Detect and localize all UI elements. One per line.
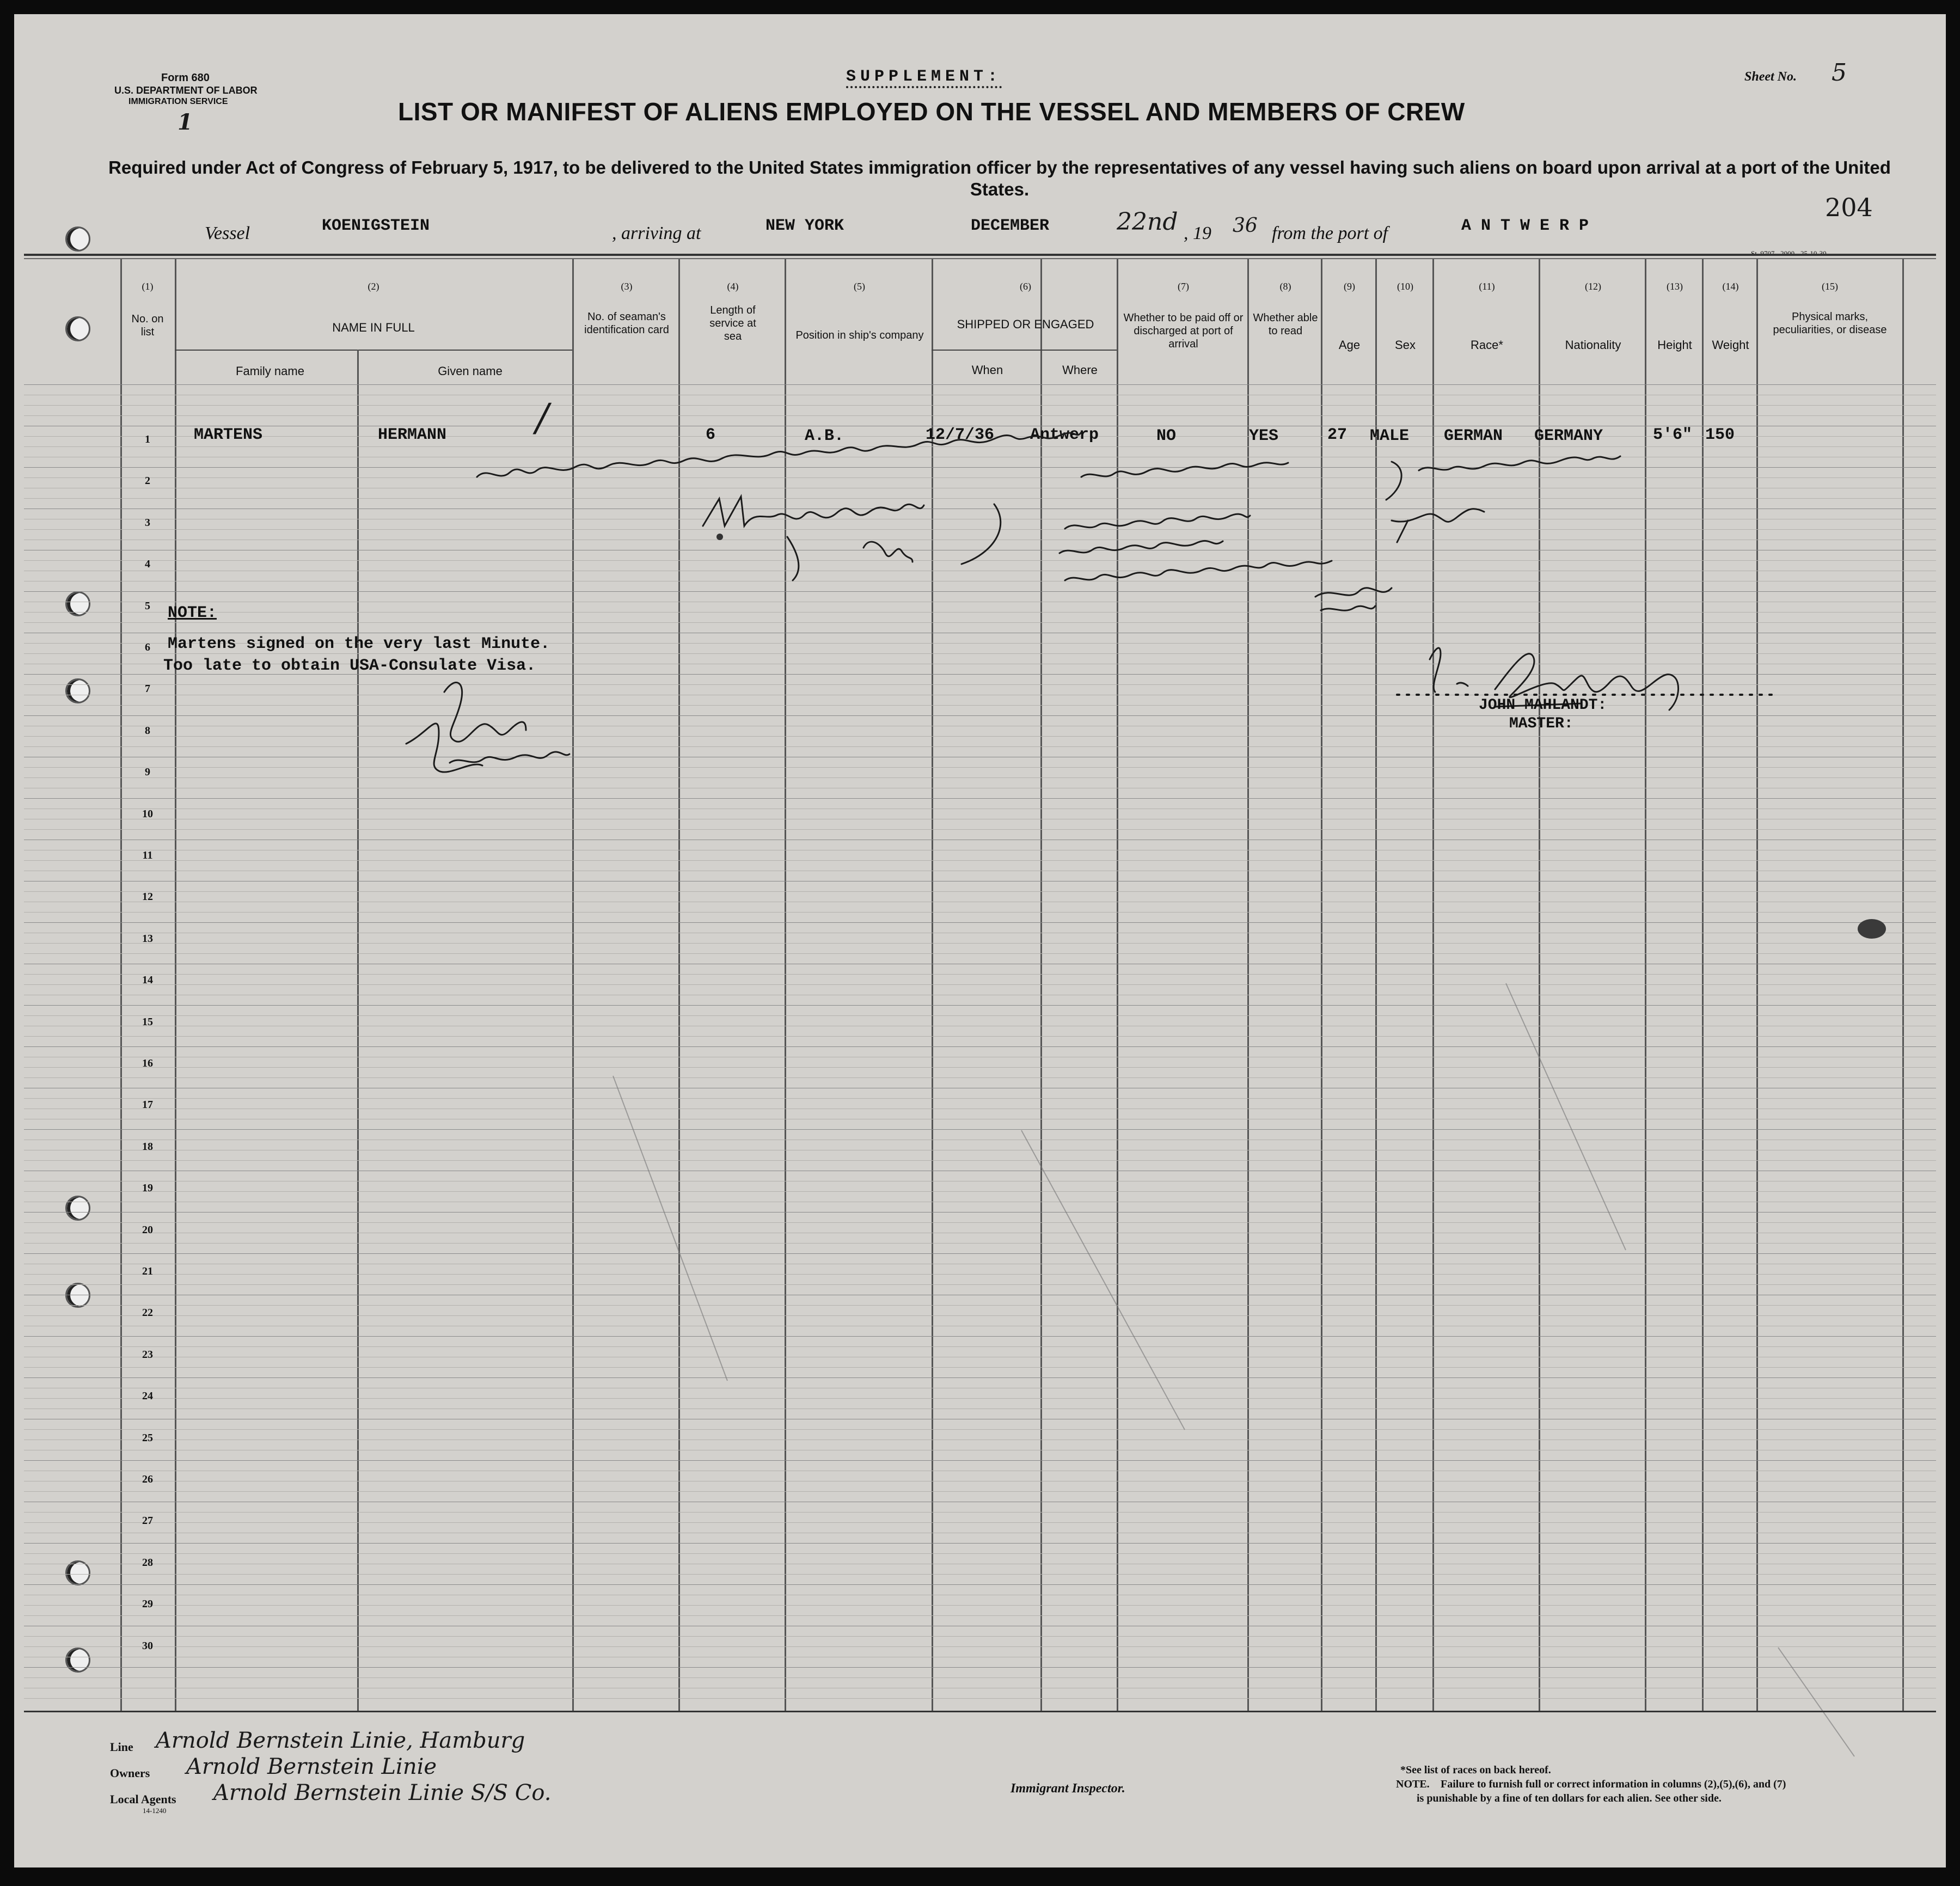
immigrant-inspector-label: Immigrant Inspector. bbox=[1010, 1781, 1125, 1796]
col-10-number: (10) bbox=[1397, 281, 1413, 292]
row-number: 29 bbox=[142, 1598, 153, 1611]
row-number: 22 bbox=[142, 1307, 153, 1319]
col-13-header: Height bbox=[1657, 338, 1692, 352]
row-number: 10 bbox=[142, 807, 153, 820]
entry-shipped-when: 12/7/36 bbox=[926, 426, 995, 444]
col-15-number: (15) bbox=[1822, 281, 1838, 292]
row-number: 14 bbox=[142, 974, 153, 987]
col-11-header: Race* bbox=[1471, 338, 1503, 352]
note-label: NOTE: bbox=[168, 604, 217, 622]
entry-shipped-where: Antwerp bbox=[1030, 426, 1099, 444]
col-8-number: (8) bbox=[1279, 281, 1291, 292]
row-number: 15 bbox=[142, 1015, 153, 1028]
row-number: 1 bbox=[145, 433, 150, 445]
col-4-number: (4) bbox=[727, 281, 739, 292]
entry-position: A.B. bbox=[805, 427, 844, 445]
note-line-1: Martens signed on the very last Minute. bbox=[168, 635, 550, 653]
entry-weight: 150 bbox=[1705, 426, 1735, 444]
supplement-stamp: SUPPLEMENT: bbox=[846, 68, 1002, 88]
row-number: 13 bbox=[142, 932, 153, 945]
row-number: 17 bbox=[142, 1099, 153, 1111]
year-prefix: , 19 bbox=[1184, 223, 1211, 243]
page-number: 204 bbox=[1825, 193, 1873, 222]
races-note: *See list of races on back hereof. bbox=[1400, 1764, 1551, 1776]
row-number: 8 bbox=[145, 724, 150, 737]
col-1-number: (1) bbox=[142, 281, 154, 292]
row-number: 18 bbox=[142, 1140, 153, 1153]
col-3-header: No. of seaman's identification card bbox=[584, 311, 669, 336]
col-14-number: (14) bbox=[1722, 281, 1739, 292]
row-number: 21 bbox=[142, 1265, 153, 1277]
master-name: JOHN MAHLANDT: bbox=[1479, 697, 1607, 714]
col-2-given-header: Given name bbox=[438, 364, 503, 378]
line-label: Line bbox=[110, 1740, 133, 1754]
row-number: 3 bbox=[145, 516, 150, 529]
col-6-where-header: Where bbox=[1062, 363, 1098, 377]
col-11-number: (11) bbox=[1479, 281, 1495, 292]
col-14-header: Weight bbox=[1712, 338, 1749, 352]
row-number: 28 bbox=[142, 1556, 153, 1569]
col-2-header: NAME IN FULL bbox=[332, 321, 415, 334]
col-6-when-header: When bbox=[971, 363, 1003, 377]
col-2-family-header: Family name bbox=[236, 364, 304, 378]
entry-sex: MALE bbox=[1370, 427, 1410, 445]
col-7-header: Whether to be paid off or discharged at port of arrival bbox=[1123, 312, 1244, 350]
row-number: 30 bbox=[142, 1639, 153, 1652]
col-12-header: Nationality bbox=[1565, 338, 1621, 352]
row-number: 26 bbox=[142, 1473, 153, 1485]
manifest-sheet bbox=[14, 14, 1946, 1867]
handwritten-annotations bbox=[14, 14, 1946, 1867]
row-number: 27 bbox=[142, 1515, 153, 1527]
master-title: MASTER: bbox=[1509, 715, 1573, 732]
from-port-label: from the port of bbox=[1272, 223, 1388, 243]
form-service: IMMIGRATION SERVICE bbox=[128, 97, 228, 106]
fine-note-line-1: Failure to furnish full or correct information in columns (2),(5),(6), and (7) bbox=[1441, 1778, 1786, 1790]
sheet-number: 5 bbox=[1832, 59, 1847, 87]
col-8-header: Whether able to read bbox=[1253, 312, 1318, 337]
entry-given-name: HERMANN bbox=[378, 426, 447, 444]
row-number: 20 bbox=[142, 1223, 153, 1236]
col-15-header: Physical marks, peculiarities, or disease bbox=[1773, 311, 1887, 336]
owners-label: Owners bbox=[110, 1766, 150, 1780]
line-value: Arnold Bernstein Linie, Hamburg bbox=[156, 1728, 525, 1753]
col-7-number: (7) bbox=[1178, 281, 1189, 292]
agents-label: Local Agents bbox=[110, 1792, 176, 1806]
row-number: 6 bbox=[145, 641, 150, 653]
col-6-header: SHIPPED OR ENGAGED bbox=[957, 317, 1094, 331]
col-3-number: (3) bbox=[621, 281, 633, 292]
col-5-header: Position in ship's company bbox=[795, 329, 924, 341]
requirement-text: Required under Act of Congress of February 5, 1917, to be delivered to the United States immigration officer by the representatives of any vessel having such aliens on board upon arrival at a port of the United States. bbox=[108, 157, 1891, 199]
col-13-number: (13) bbox=[1667, 281, 1683, 292]
col-9-number: (9) bbox=[1344, 281, 1355, 292]
arriving-label: , arriving at bbox=[612, 223, 701, 243]
row-number: 9 bbox=[145, 766, 150, 779]
fine-note-line-2: is punishable by a fine of ten dollars for each alien. See other side. bbox=[1417, 1792, 1722, 1804]
arrival-month: DECEMBER bbox=[971, 217, 1050, 235]
year-suffix: 36 bbox=[1233, 215, 1258, 237]
row-number: 11 bbox=[142, 849, 153, 861]
col-4-header: Length of service at sea bbox=[709, 304, 756, 342]
entry-age: 27 bbox=[1327, 426, 1347, 444]
form-mark: 1 bbox=[177, 109, 193, 135]
fine-note-label: NOTE. bbox=[1396, 1778, 1430, 1790]
sheet-label: Sheet No. bbox=[1744, 70, 1797, 84]
entry-family-name: MARTENS bbox=[194, 426, 263, 444]
col-2-number: (2) bbox=[367, 281, 379, 292]
entry-paid-off: NO bbox=[1156, 427, 1177, 445]
row-number: 24 bbox=[142, 1390, 153, 1403]
entry-height: 5'6" bbox=[1653, 426, 1693, 444]
col-5-number: (5) bbox=[854, 281, 865, 292]
row-number: 23 bbox=[142, 1348, 153, 1361]
row-number: 19 bbox=[142, 1182, 153, 1195]
form-number: Form 680 bbox=[161, 72, 210, 84]
arrival-port: NEW YORK bbox=[765, 217, 844, 235]
col-12-number: (12) bbox=[1585, 281, 1601, 292]
check-mark: / bbox=[536, 395, 549, 440]
row-number: 25 bbox=[142, 1431, 153, 1444]
col-1-header: No. on list bbox=[131, 313, 164, 338]
form-code: 14-1240 bbox=[143, 1807, 167, 1815]
form-department: U.S. DEPARTMENT OF LABOR bbox=[114, 85, 258, 96]
row-number: 12 bbox=[142, 891, 153, 903]
col-10-header: Sex bbox=[1395, 338, 1416, 352]
row-number: 5 bbox=[145, 599, 150, 612]
row-number: 4 bbox=[145, 558, 150, 571]
row-number: 2 bbox=[145, 475, 150, 487]
document-title: LIST OR MANIFEST OF ALIENS EMPLOYED ON THE VESSEL AND MEMBERS OF CREW bbox=[398, 97, 1465, 126]
arrival-day: 22nd bbox=[1117, 208, 1178, 236]
col-9-header: Age bbox=[1338, 338, 1361, 352]
agents-value: Arnold Bernstein Linie S/S Co. bbox=[213, 1780, 552, 1805]
vessel-name: KOENIGSTEIN bbox=[322, 217, 430, 235]
footer-rule bbox=[24, 1711, 1936, 1712]
vessel-label: Vessel bbox=[205, 223, 250, 243]
owners-value: Arnold Bernstein Linie bbox=[186, 1754, 437, 1779]
entry-race: GERMAN bbox=[1444, 427, 1503, 445]
row-number: 16 bbox=[142, 1057, 153, 1069]
entry-able-to-read: YES bbox=[1249, 427, 1279, 445]
entry-nationality: GERMANY bbox=[1534, 427, 1603, 445]
note-line-2: Too late to obtain USA-Consulate Visa. bbox=[163, 657, 536, 675]
row-number: 7 bbox=[145, 683, 150, 695]
entry-length-of-service: 6 bbox=[706, 426, 716, 444]
from-port: A N T W E R P bbox=[1461, 217, 1589, 235]
col-6-number: (6) bbox=[1020, 281, 1031, 292]
